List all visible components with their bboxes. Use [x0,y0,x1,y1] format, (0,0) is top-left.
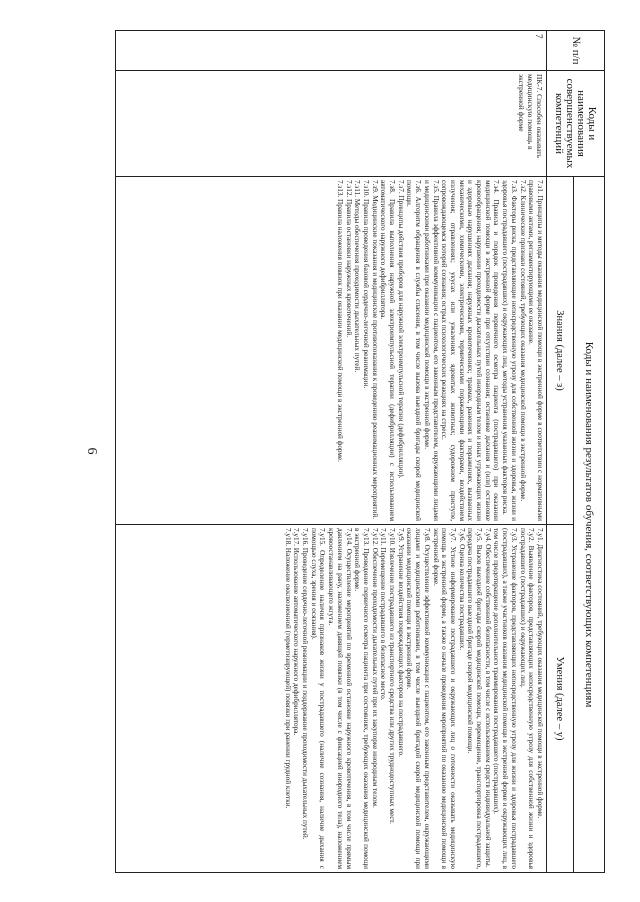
skill-item: 7.у7. Устное информирование пострадавшего и окружающих лиц о готовности оказывать медицинскую помощь в экстренной форме, а также о начале проведения мероприятий по оказанию медицинской помощи в экстренной форме. [431,528,457,869]
skill-item: 7.у8. Осуществление эффективной коммуникации с пациентом, его законным представителем, окружающими лицами и медицинскими работниками, в том числе выездной бригадой скорой медицинской помощи при оказании медицинской помощи в экстренной форме. [405,528,431,869]
knowledge-item: 7.з8. Правила выполнения наружной электроимпульсной терапии (дефибрилляции) с использованием автоматического наружного дефибриллятора. [379,180,397,521]
knowledge-item: 7.з12. Правила остановки наружных кровотечений. [344,180,353,338]
knowledge-item: 7.з7. Принципы действия приборов для наружной электроимпульсной терапии (дефибрилляции). [396,180,405,479]
skill-item: 7.у14. Осуществление мероприятий по временной остановке наружного кровотечения, в том числе прямым давлением на рану, наложением давящей повязки (в том числе с фиксацией инородного тела), наложением кровоостанавливающего жгута. [327,528,353,869]
knowledge-item: 7.з13. Правила наложения повязок при оказании медицинской помощи в экстренной форме. [335,180,344,462]
skill-item: 7.у16. Проведение сердечно-легочной реанимации и поддержание проходимости дыхательных путей. [301,528,310,840]
knowledge-item: 7.з2. Клинические признаки состояний, требующих оказания медицинской помощи в экстренной форме. [518,180,527,502]
skill-item: 7.у3. Устранение факторов, представляющих непосредственную угрозу для жизни и здоровья пострадавшего (пострадавших), а также участников оказания медицинской помощи в экстренной форме и окружающих лиц, в том числе предотвращение дополнительного травмирования пострадавшего (пострадавших). [492,528,518,869]
column-header-skills: Умения (далее – у) [547,525,574,873]
column-header-results: Коды и наименования результатов обучения, соответствующих компетенциям [574,177,605,873]
competency-cell: ПК-7. Способен оказывать медицинскую помощь в экстренной форме [116,71,547,177]
skill-item: 7.у2. Выявление факторов, представляющих непосредственную угрозу для собственной жизни и здоровья пострадавшего (пострадавших) и окружающих лиц. [518,528,536,869]
row-number: 7 [116,31,547,71]
skill-item: 7.у12. Обеспечение проходимости дыхательных путей при их закупорке инородным телом. [370,528,379,808]
column-header-codes: Коды и наименования совершенствуемых компетенций [547,71,605,177]
competency-table [115,30,605,873]
skills-cell [116,525,547,873]
skill-item: 7.у5. Вызов выездной бригады скорой медицинской помощи, перемещение, транспортировка пострадавшего, передача пострадавшего выездной бригаде скорой медицинской помощи. [466,528,484,869]
skill-item: 7.у1. Диагностика состояний, требующих оказания медицинской помощи в экстренной форме. [536,528,544,819]
table-header-row [574,31,605,873]
skill-item: 7.у4. Обеспечение собственной безопасности, в том числе с использованием средств индивидуальной защиты. [483,528,492,868]
skill-item: 7.у15. Определение наличия признаков жизни у пострадавшего (наличие сознания, наличие дыхания с помощью слуха, зрения и осязания). [309,528,327,869]
skill-item: 7.у9. Устранение воздействия повреждающих факторов на пострадавшего. [396,528,405,757]
knowledge-item: 7.з5. Правила эффективной коммуникации с пациентом, его законным представителем, окружающими лицами и медицинскими работниками при оказании медицинской помощи в экстренной форме. [422,180,440,521]
knowledge-item: 7.з6. Алгоритм обращения в службы спасения, в том числе вызова выездной бригады скорой медицинской помощи. [405,180,423,521]
knowledge-item: 7.з4. Правила и порядок проведения первичного осмотра пациента (пострадавшего) при оказании медицинской помощи в экстренной форме при отсутствии сознания; остановке дыхания и (или) остановке кровообращения; нарушении проходимости дыхательных путей инородным телом и иных угрожающих жизни и здоровью нарушениях дыхания; наружных кровотечениях; травмах, ранениях и поражениях, вызванных механическими, химическими, электрическими, термическими поражающими факторами, воздействием излучения; отравлениях; укусах или ужалениях ядовитых животных; судорожном приступе, сопровождающемся потерей сознания; острых психологических реакциях на стресс. [440,180,501,521]
page-number: 6 [84,447,99,455]
column-header-number: № п/п [547,31,605,71]
knowledge-item: 7.з10. Правила проведения базовой сердечно-легочной реанимации. [361,180,370,389]
knowledge-item: 7.з1. Принципы и методы оказания медицинской помощи в экстренной форме в соответствии с нормативными правовыми актами, регламентирующими ее оказание. [527,180,544,521]
knowledge-item: 7.з11. Методы обеспечения проходимости дыхательных путей. [353,180,362,373]
skill-item: 7.у17. Использование автоматического наружного дефибриллятора. [292,528,301,736]
skill-item: 7.у6. Оценка количества пострадавших. [457,528,466,651]
skill-item: 7.у13. Проведение первичного осмотра пациента при состояниях, требующих оказания медицинской помощи в экстренной форме. [353,528,370,869]
column-header-knowledge: Знания (далее – з) [547,177,574,525]
knowledge-item: 7.з9. Медицинские показания и медицинские противопоказания к проведению реанимационных мероприятий. [370,180,379,520]
knowledge-cell [116,177,547,525]
rotated-table-wrapper [115,30,605,872]
skill-item: 7.у11. Перемещение пострадавшего в безопасное место. [379,528,388,701]
skill-item: 7.у10. Извлечение пострадавшего из транспортного средства или других труднодоступных мест. [388,528,397,824]
skill-item: 7.у18. Наложение окклюзионной (герметизирующей) повязки при ранении грудной клетки. [283,528,292,809]
knowledge-item: 7.з3. Факторы риска, представляющие непосредственную угрозу для собственной жизни и здоровья, жизни и здоровья пострадавшего (пострадавших) и окружающих лиц, методы устранения указанных факторов риска. [501,180,518,521]
table-row [116,31,547,873]
